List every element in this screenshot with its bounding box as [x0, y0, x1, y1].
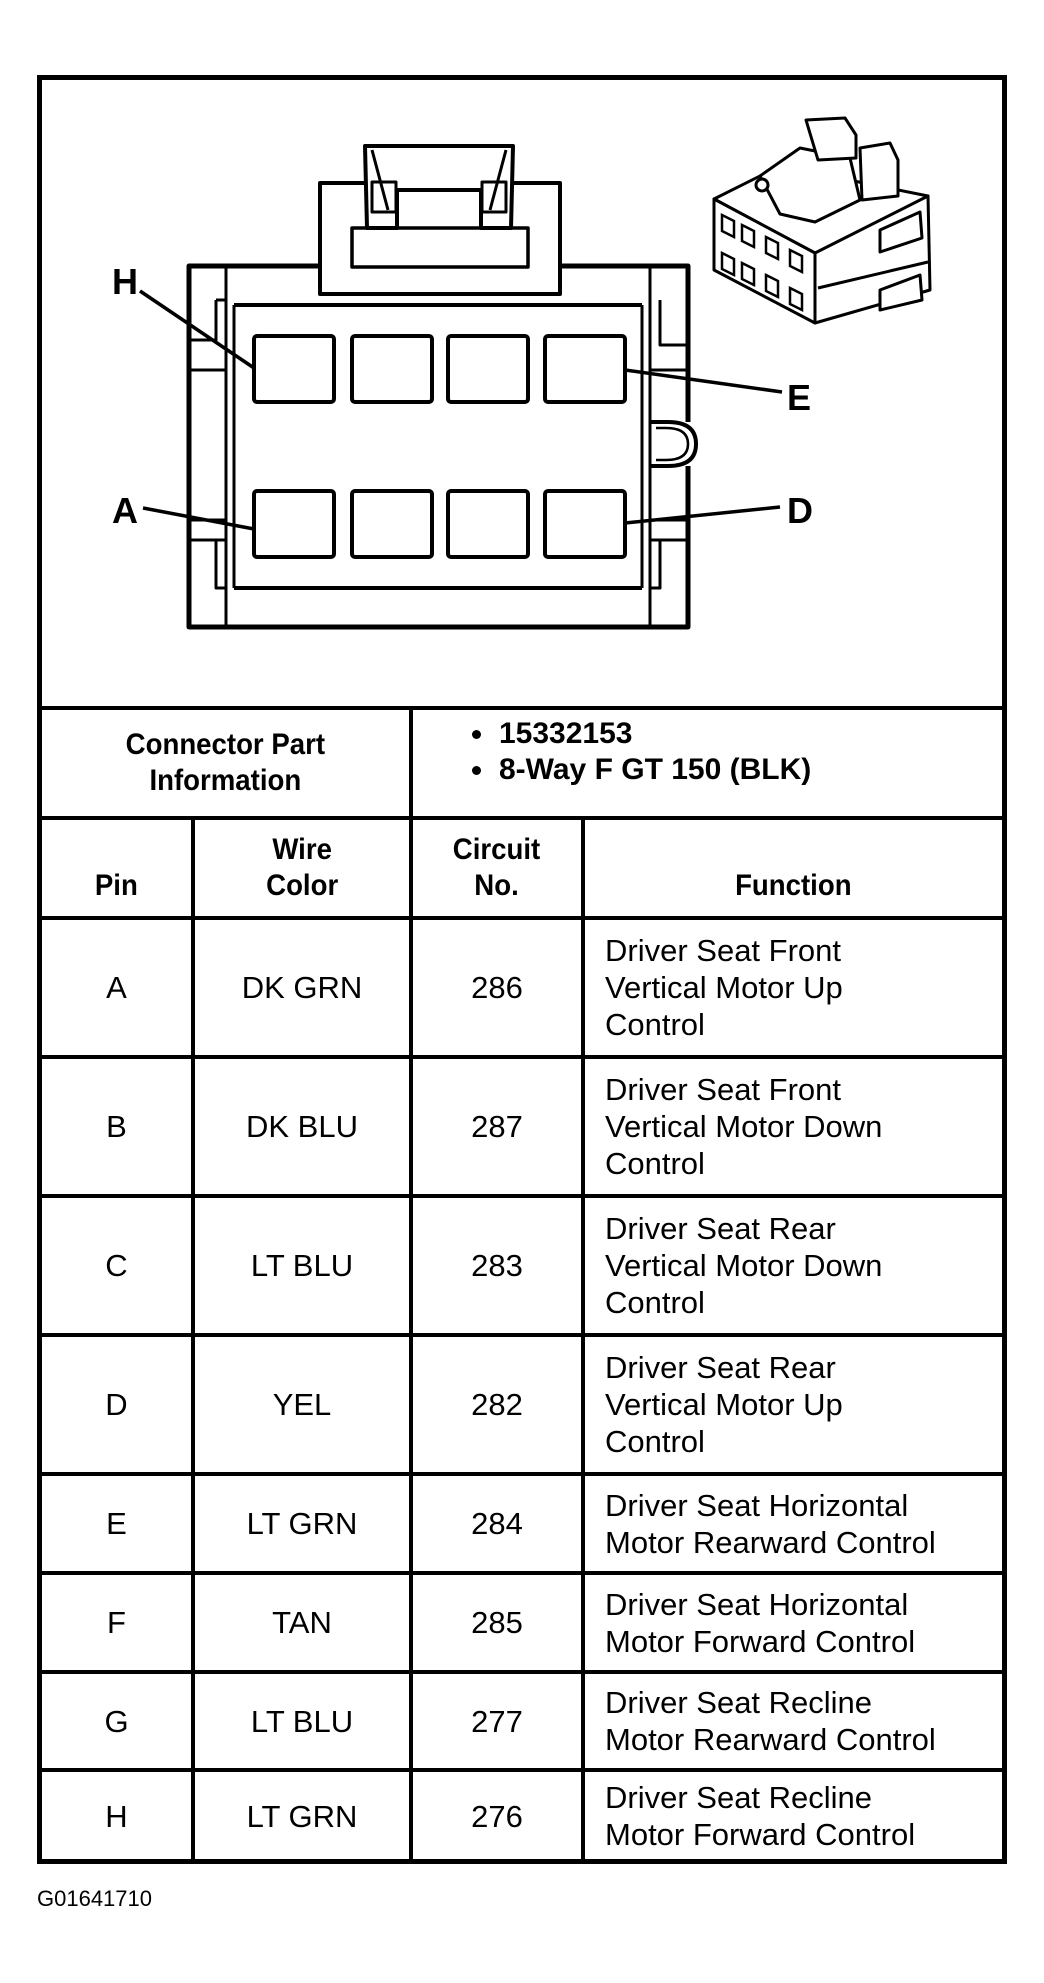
- bullet-icon: [472, 730, 481, 739]
- wire-color-cell: DK BLU: [246, 1109, 358, 1144]
- bullet-icon: [472, 766, 481, 775]
- pin-label-d: D: [787, 490, 813, 531]
- function-cell: Driver Seat Rear Vertical Motor Up Control: [605, 1350, 843, 1459]
- pin-cell: G: [104, 1703, 129, 1739]
- pin-cell: A: [106, 970, 127, 1005]
- connector-diagram: [42, 80, 1002, 710]
- function-cell: Driver Seat Horizontal Motor Forward Control: [605, 1586, 916, 1659]
- circuit-cell: 286: [471, 970, 523, 1005]
- wire-color-cell: TAN: [272, 1605, 332, 1640]
- header-pin: Pin: [95, 869, 138, 902]
- header-function: Function: [735, 869, 852, 902]
- wire-color-cell: YEL: [272, 1387, 332, 1422]
- function-cell: Driver Seat Recline Motor Forward Control: [605, 1780, 916, 1852]
- wire-color-cell: DK GRN: [241, 970, 363, 1005]
- pin-cell: E: [106, 1506, 127, 1541]
- header-wire-color: Wire Color: [265, 833, 339, 902]
- pin-cell: D: [105, 1387, 128, 1422]
- connector-description: 8-Way F GT 150 (BLK): [472, 752, 811, 788]
- connector-part-info-label: Connector Part Information: [125, 728, 326, 797]
- wire-color-cell: LT GRN: [246, 1506, 358, 1541]
- wire-color-cell: LT BLU: [250, 1248, 354, 1283]
- pin-label-e: E: [787, 377, 812, 418]
- function-cell: Driver Seat Horizontal Motor Rearward Control: [605, 1487, 936, 1560]
- circuit-cell: 276: [471, 1798, 523, 1834]
- pin-cell: F: [107, 1605, 126, 1640]
- pin-cell: H: [105, 1798, 128, 1834]
- function-cell: Driver Seat Front Vertical Motor Down Control: [605, 1072, 883, 1181]
- circuit-cell: 284: [471, 1506, 523, 1541]
- connector-isometric-view: [714, 118, 930, 323]
- function-cell: Driver Seat Front Vertical Motor Up Control: [605, 933, 843, 1042]
- connector-chart-frame: [37, 75, 1007, 1864]
- connector-face-drawing: [0, 0, 1044, 720]
- pin-label-a: A: [112, 490, 138, 531]
- function-cell: Driver Seat Recline Motor Rearward Control: [605, 1685, 936, 1757]
- circuit-cell: 282: [471, 1387, 523, 1422]
- circuit-cell: 287: [471, 1109, 523, 1144]
- circuit-cell: 283: [471, 1248, 523, 1283]
- pin-cell: C: [105, 1248, 128, 1283]
- header-circuit-no: Circuit No.: [453, 833, 541, 902]
- pin-cell: B: [106, 1109, 127, 1144]
- circuit-cell: 285: [471, 1605, 523, 1640]
- cavity-grid: [254, 336, 625, 557]
- circuit-cell: 277: [471, 1703, 523, 1739]
- figure-id-caption: G01641710: [37, 1886, 152, 1911]
- part-number: 15332153: [472, 716, 811, 752]
- connector-part-info-list: [472, 716, 811, 788]
- wire-color-cell: LT GRN: [246, 1798, 358, 1834]
- pin-label-h: H: [112, 261, 138, 302]
- wire-color-cell: LT BLU: [250, 1703, 354, 1739]
- function-cell: Driver Seat Rear Vertical Motor Down Control: [605, 1211, 883, 1320]
